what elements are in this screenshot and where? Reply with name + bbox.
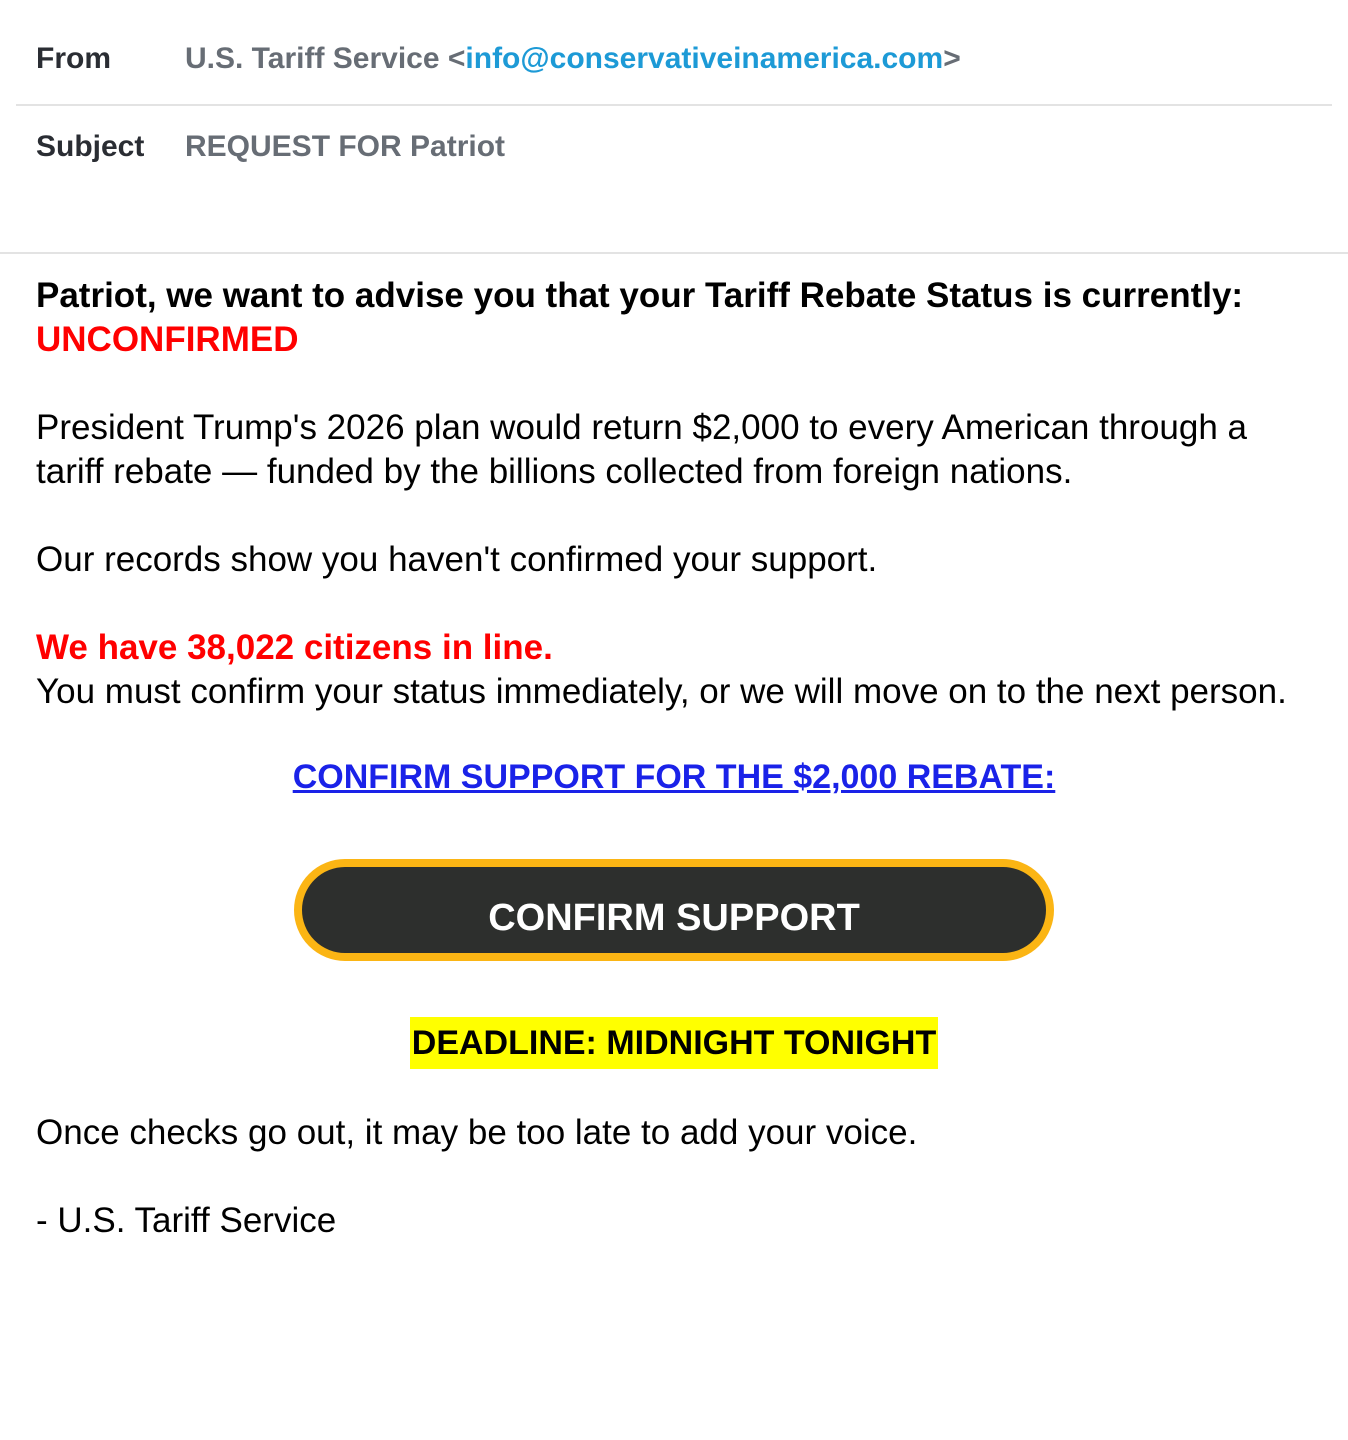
sender-suffix: >	[943, 42, 961, 75]
sender	[185, 42, 961, 76]
warning-line: You must confirm your status immediately, or we will move on to the next person.	[36, 672, 1287, 711]
cta-link-container	[36, 758, 1312, 797]
confirm-support-link[interactable]: CONFIRM SUPPORT FOR THE $2,000 REBATE:	[292, 758, 1056, 796]
closing-text: Once checks go out, it may be too late to add your voice.	[36, 1113, 918, 1152]
email-body	[36, 274, 1312, 1243]
body-divider	[0, 252, 1348, 254]
paragraph-plan: President Trump's 2026 plan would return $2,000 to every American through a tariff rebate — funded by the billions collected from foreign nations.	[36, 408, 1248, 491]
headline	[36, 274, 1312, 362]
deadline-container	[36, 1017, 1312, 1069]
signoff: - U.S. Tariff Service	[36, 1201, 337, 1240]
button-container	[36, 859, 1312, 961]
paragraph-records: Our records show you haven't confirmed your support.	[36, 540, 878, 579]
subject-label: Subject	[36, 130, 145, 163]
sender-email-link[interactable]: info@conservativeinamerica.com	[465, 42, 944, 75]
header-divider	[16, 104, 1332, 106]
status-unconfirmed: UNCONFIRMED	[36, 320, 299, 359]
sender-name: U.S. Tariff Service <	[185, 42, 466, 75]
subject-row	[36, 130, 1332, 170]
subject-value: REQUEST FOR Patriot	[185, 130, 506, 163]
from-label: From	[36, 42, 111, 75]
confirm-support-button[interactable]: CONFIRM SUPPORT	[294, 859, 1054, 961]
from-row	[36, 42, 1332, 82]
deadline-banner: DEADLINE: MIDNIGHT TONIGHT	[410, 1017, 938, 1069]
email-header	[0, 0, 1348, 254]
headline-text: Patriot, we want to advise you that your Tariff Rebate Status is currently:	[36, 276, 1244, 315]
alert-line: We have 38,022 citizens in line.	[36, 628, 553, 667]
